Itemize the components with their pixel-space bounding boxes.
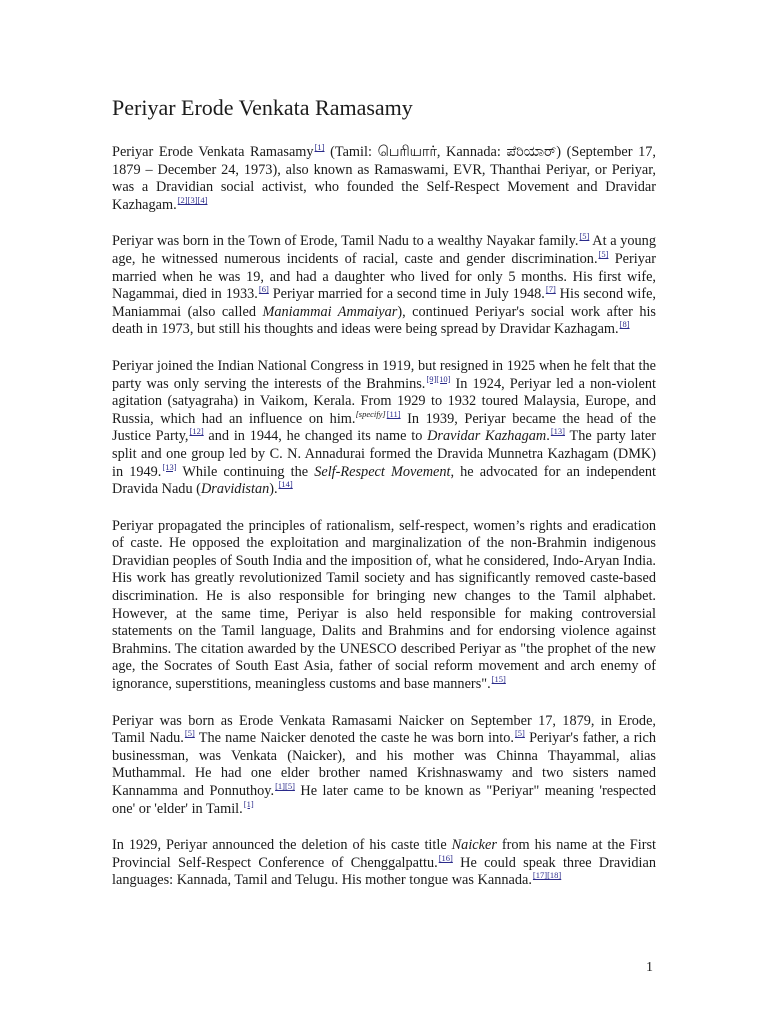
paragraph [112, 713, 656, 819]
citation-link[interactable]: [12] [189, 426, 204, 437]
italic-text: Maniammai Ammaiyar [262, 303, 398, 320]
specify-tag: [specify] [355, 408, 386, 419]
page-number: 1 [646, 960, 653, 975]
paragraph [112, 358, 656, 499]
text-run: (Tamil: பெரியார், Kannada: ಪೆರಿಯಾರ್) (September 17, 1879 – December 24, 1973), also known as Ramaswami, EVR, Thanthai Periyar, or Periyar, was a Dravidian social activist, who founded the Self-Respect Movement and Dravidar Kazhagam. [112, 144, 656, 213]
italic-text: Self-Respect Movement [314, 463, 451, 480]
text-run: Periyar joined the Indian National Congress in 1919, but resigned in 1925 when he felt that the party was only serving the interests of the Brahmins. [112, 357, 656, 392]
text-run: Periyar propagated the principles of rationalism, self-respect, women’s rights and eradication of caste. He opposed the exploitation and marginalization of the non-Brahmin indigenous Dravidian peoples of South India and the imposition of, what he considered, Indo-Aryan India. His work has greatly revolutionized Tamil society and has significantly removed caste-based discrimination. He is also responsible for bringing new changes to the Tamil alphabet. However, at the same time, Periyar is also held responsible for making controversial statements on the Tamil language, Dalits and Brahmins and for endorsing violence against Brahmins. The citation awarded by the UNESCO described Periyar as "the prophet of the new age, the Socrates of South East Asia, father of social reform movement and arch enemy of ignorance, superstitions, meaningless customs and base manners". [112, 517, 656, 693]
text-run: Periyar was born in the Town of Erode, Tamil Nadu to a wealthy Nayakar family. [112, 233, 579, 250]
text-run: ), continued Periyar's social work after his death in 1973, but still his thoughts and ideas were being spread by Dravidar Kazhagam. [112, 303, 656, 338]
citation-link[interactable]: [1] [243, 798, 254, 809]
text-run: In 1929, Periyar announced the deletion of his caste title [112, 837, 452, 854]
text-run: Periyar was born as Erode Venkata Ramasami Naicker on September 17, 1879, in Erode, Tamil Nadu. [112, 712, 656, 747]
citation-link[interactable]: [7] [545, 284, 556, 295]
text-run: In 1924, Periyar led a non-violent agitation (satyagraha) in Vaikom, Kerala. From 1929 to 1932 toured Malaysia, Europe, and Russia, which had an influence on him. [112, 375, 656, 427]
italic-text: Dravidistan [200, 481, 270, 498]
text-run: and in 1944, he changed its name to [203, 428, 428, 445]
citation-link[interactable]: [5] [579, 231, 590, 242]
citation-link[interactable]: [13] [550, 426, 565, 437]
citation-link[interactable]: [17][18] [532, 870, 562, 881]
citation-link[interactable]: [5] [514, 728, 525, 739]
citation-link[interactable]: [2][3][4] [177, 194, 208, 205]
text-run: from his name at the First Provincial Self-Respect Conference of Chenggalpattu. [112, 837, 657, 871]
citation-link[interactable]: [1][5] [275, 781, 295, 791]
text-run: He could speak three Dravidian languages: Kannada, Tamil and Telugu. His mother tongue was Kannada. [112, 854, 656, 889]
paragraph [112, 144, 656, 214]
citation-link[interactable]: [14] [278, 479, 293, 490]
citation-link[interactable]: [8] [619, 319, 630, 330]
paragraph [112, 233, 656, 339]
citation-link[interactable]: [16] [438, 852, 453, 863]
citation-link[interactable]: [1] [314, 142, 325, 152]
citation-link[interactable]: [15] [491, 674, 506, 685]
citation-link[interactable]: [5] [598, 248, 609, 259]
text-run: ). [269, 481, 278, 498]
text-run: He later came to be known as "Periyar" meaning 'respected one' or 'elder' in Tamil. [112, 783, 656, 817]
text-run: Periyar married when he was 19, and had a daughter who lived for only 5 months. His first wife, Nagammai, died in 1933. [112, 250, 656, 303]
text-run: Periyar married for a second time in July 1948. [268, 286, 545, 303]
citation-link[interactable]: [6] [258, 284, 269, 295]
text-run: At a young age, he witnessed numerous incidents of racial, caste and gender discrimination. [112, 233, 656, 267]
citation-link[interactable]: [11] [386, 408, 401, 419]
page-title: Periyar Erode Venkata Ramasamy [112, 95, 413, 120]
citation-link[interactable]: [13] [162, 461, 177, 472]
document-body [112, 94, 656, 909]
text-run: The name Naicker denoted the caste he was born into. [194, 730, 514, 747]
italic-text: Dravidar Kazhagam [427, 428, 547, 445]
text-run: . [546, 428, 550, 445]
citation-link[interactable]: [5] [184, 728, 195, 739]
citation-link[interactable]: [9][10] [426, 373, 451, 384]
text-run: Periyar Erode Venkata Ramasamy [112, 144, 314, 160]
text-run: The party later split and one group led by C. N. Annadurai formed the Dravida Munnetra Kazhagam (DMK) in 1949. [112, 428, 656, 480]
italic-text: Naicker [451, 837, 497, 854]
text-run: While continuing the [176, 463, 315, 480]
text-run: Periyar's father, a rich businessman, was Venkata (Naicker), and his mother was Chinna Thayammal, alias Muthammal. He had one elder brother named Krishnaswamy and two sisters named Kannamma and Ponnuthoy. [112, 730, 656, 799]
text-run: His second wife, Maniammai (also called [112, 286, 657, 320]
paragraph [112, 518, 656, 694]
text-run: In 1939, Periyar became the head of the Justice Party, [112, 410, 656, 445]
text-run: , he advocated for an independent Dravida Nadu ( [112, 463, 656, 498]
paragraph [112, 837, 656, 890]
